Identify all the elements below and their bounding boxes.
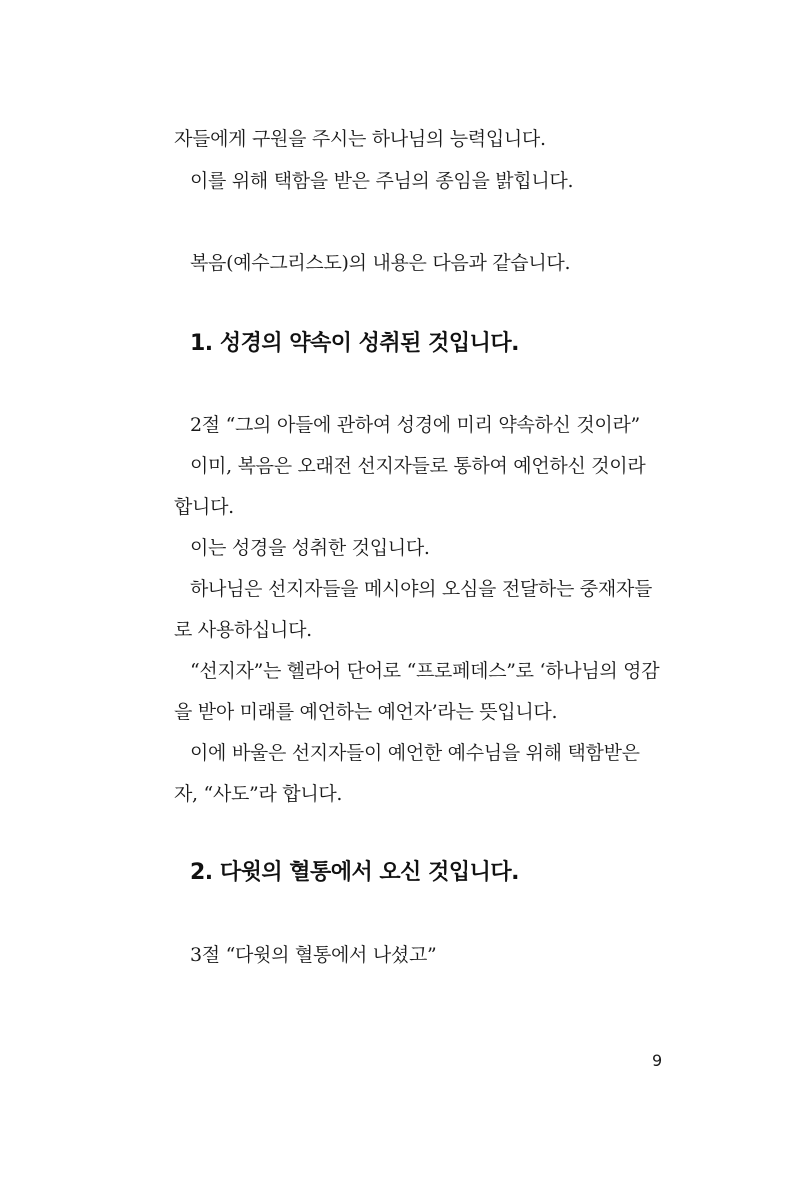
paragraph-line: 자들에게 구원을 주시는 하나님의 능력입니다. [174,128,546,150]
paragraph-line: 을 받아 미래를 예언하는 예언자’라는 뜻입니다. [174,701,558,723]
paragraph-line: 하나님은 선지자들을 메시야의 오심을 전달하는 중재자들 [190,578,652,600]
paragraph-line: 자, “사도”라 합니다. [174,783,343,805]
paragraph-line: 3절 “다윗의 혈통에서 나셨고” [190,944,437,966]
paragraph-line: 이를 위해 택함을 받은 주님의 종임을 밝힙니다. [190,170,574,192]
page-number: 9 [652,1051,663,1070]
paragraph-line: 이는 성경을 성취한 것입니다. [190,537,430,559]
paragraph-line: 이에 바울은 선지자들이 예언한 예수님을 위해 택함받은 [190,742,640,764]
paragraph-line: 합니다. [174,496,234,518]
paragraph-line: “선지자”는 헬라어 단어로 “프로페데스”로 ‘하나님의 영감 [190,660,660,682]
section-heading-1: 1. 성경의 약속이 성취된 것입니다. [190,331,519,356]
section-heading-2: 2. 다윗의 혈통에서 오신 것입니다. [190,860,519,885]
paragraph-line: 복음(예수그리스도)의 내용은 다음과 같습니다. [190,252,571,274]
paragraph-line: 로 사용하십니다. [174,619,312,641]
paragraph-line: 2절 “그의 아들에 관하여 성경에 미리 약속하신 것이라” [190,414,640,436]
paragraph-line: 이미, 복음은 오래전 선지자들로 통하여 예언하신 것이라 [190,455,646,477]
